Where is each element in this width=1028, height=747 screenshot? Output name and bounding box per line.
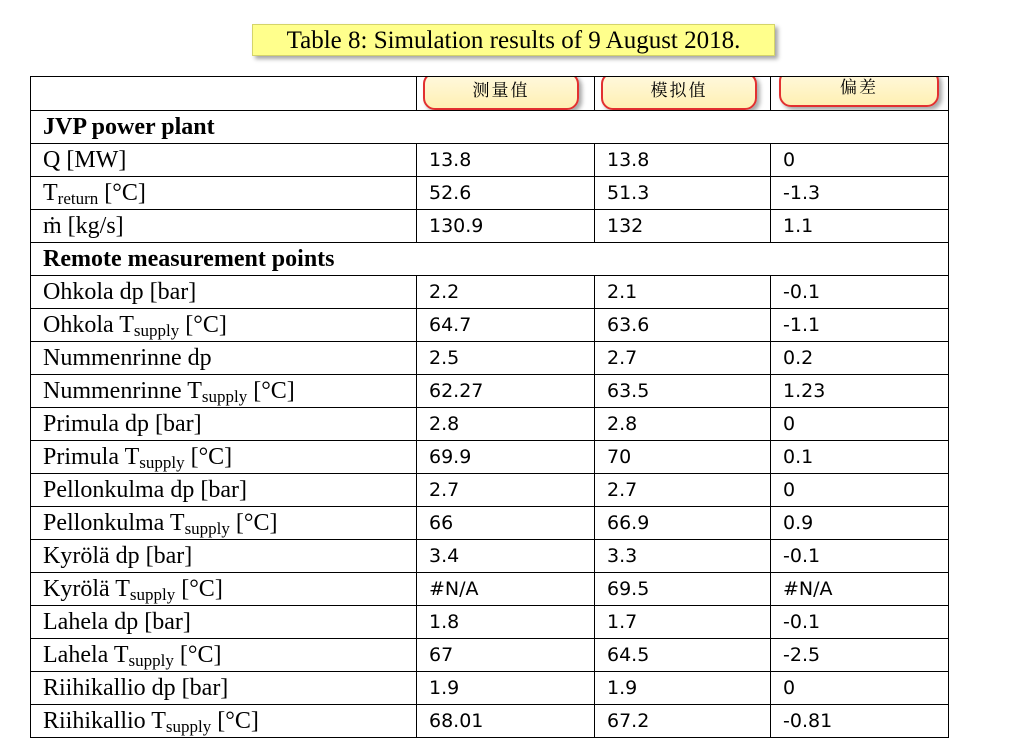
deviation-value: 0 [771, 474, 949, 507]
table-row [31, 408, 949, 441]
section-row-jvp [31, 111, 949, 144]
measured-value: 1.9 [417, 672, 595, 705]
deviation-value: 0 [771, 408, 949, 441]
simulated-value: 2.1 [595, 276, 771, 309]
deviation-value: -0.1 [771, 606, 949, 639]
measured-value: 66 [417, 507, 595, 540]
measured-value: 13.8 [417, 144, 595, 177]
deviation-value: -1.3 [771, 177, 949, 210]
table-row [31, 276, 949, 309]
measured-value: 2.8 [417, 408, 595, 441]
deviation-value: 0 [771, 144, 949, 177]
row-label [31, 507, 417, 540]
table-row [31, 606, 949, 639]
row-label [31, 639, 417, 672]
table-row [31, 375, 949, 408]
row-label: ṁ [kg/s] [31, 210, 417, 243]
row-label: Riihikallio dp [bar] [31, 672, 417, 705]
label-subscript: supply [165, 716, 212, 736]
simulated-value: 3.3 [595, 540, 771, 573]
table-row [31, 342, 949, 375]
table-row [31, 441, 949, 474]
deviation-value: -1.1 [771, 309, 949, 342]
label-subscript: return [57, 188, 99, 208]
label-main: Pellonkulma T [43, 509, 185, 536]
label-subscript: supply [139, 452, 185, 472]
label-main: T [43, 179, 58, 206]
label-subscript: supply [128, 650, 174, 670]
row-label: Ohkola dp [bar] [31, 276, 417, 309]
deviation-value: -0.1 [771, 276, 949, 309]
label-main: Lahela T [43, 641, 129, 668]
section-row-remote [31, 243, 949, 276]
measured-value: 1.8 [417, 606, 595, 639]
label-unit: [°C] [184, 443, 233, 470]
label-subscript: supply [184, 518, 230, 538]
deviation-value: 0.9 [771, 507, 949, 540]
row-label: Lahela dp [bar] [31, 606, 417, 639]
table-row [31, 540, 949, 573]
row-label [31, 441, 417, 474]
measured-value: 2.5 [417, 342, 595, 375]
deviation-header: 偏差 [779, 77, 939, 108]
label-unit: [°C] [98, 179, 146, 206]
measured-value: 130.9 [417, 210, 595, 243]
simulated-value: 63.6 [595, 309, 771, 342]
row-label [31, 309, 417, 342]
simulated-value: 51.3 [595, 177, 771, 210]
row-label: Q [MW] [31, 144, 417, 177]
simulated-value: 63.5 [595, 375, 771, 408]
row-label: Pellonkulma dp [bar] [31, 474, 417, 507]
simulated-value: 13.8 [595, 144, 771, 177]
label-subscript: supply [129, 584, 176, 604]
simulated-value: 2.7 [595, 474, 771, 507]
simulated-value: 64.5 [595, 639, 771, 672]
table-row [31, 672, 949, 705]
simulated-value: 69.5 [595, 573, 771, 606]
measured-value: 62.27 [417, 375, 595, 408]
simulated-value: 66.9 [595, 507, 771, 540]
section-title-jvp: JVP power plant [31, 111, 949, 144]
measured-value: 2.2 [417, 276, 595, 309]
label-unit: [°C] [173, 641, 222, 668]
measured-value: 67 [417, 639, 595, 672]
label-unit: [°C] [179, 311, 227, 338]
simulated-value: 132 [595, 210, 771, 243]
row-label [31, 177, 417, 210]
simulated-value: 2.8 [595, 408, 771, 441]
row-label [31, 375, 417, 408]
row-label: Kyrölä dp [bar] [31, 540, 417, 573]
table-row [31, 507, 949, 540]
row-label: Nummenrinne dp [31, 342, 417, 375]
row-label [31, 573, 417, 606]
simulated-value: 2.7 [595, 342, 771, 375]
table-row [31, 573, 949, 606]
label-main: Primula T [43, 443, 140, 470]
table-row [31, 474, 949, 507]
measured-value: 68.01 [417, 705, 595, 738]
label-main: Nummenrinne T [43, 377, 202, 404]
simulated-value: 1.9 [595, 672, 771, 705]
label-unit: [°C] [247, 377, 295, 404]
measured-value: 69.9 [417, 441, 595, 474]
row-label [31, 705, 417, 738]
deviation-value: 1.1 [771, 210, 949, 243]
header-cell-deviation [771, 77, 949, 111]
label-main: Riihikallio T [43, 707, 166, 734]
table-row [31, 177, 949, 210]
simulated-value: 1.7 [595, 606, 771, 639]
table-row [31, 705, 949, 738]
deviation-value: 0.2 [771, 342, 949, 375]
section-title-remote: Remote measurement points [31, 243, 949, 276]
label-unit: [°C] [211, 707, 259, 734]
measured-value: 2.7 [417, 474, 595, 507]
label-unit: [°C] [229, 509, 278, 536]
table-row [31, 309, 949, 342]
deviation-value: -2.5 [771, 639, 949, 672]
measured-value: 52.6 [417, 177, 595, 210]
simulated-value: 70 [595, 441, 771, 474]
deviation-value: -0.1 [771, 540, 949, 573]
label-subscript: supply [133, 320, 180, 340]
simulated-value: 67.2 [595, 705, 771, 738]
table-row [31, 144, 949, 177]
deviation-value: -0.81 [771, 705, 949, 738]
label-main: Ohkola T [43, 311, 134, 338]
header-row [31, 77, 949, 111]
simulated-header: 模拟值 [601, 77, 757, 111]
measured-value: 64.7 [417, 309, 595, 342]
label-main: Kyrölä T [43, 575, 130, 602]
deviation-value: 0.1 [771, 441, 949, 474]
table-row [31, 210, 949, 243]
deviation-value: 0 [771, 672, 949, 705]
deviation-value: 1.23 [771, 375, 949, 408]
measured-value: #N/A [417, 573, 595, 606]
measured-header: 测量值 [423, 77, 579, 111]
label-unit: [°C] [175, 575, 223, 602]
row-label: Primula dp [bar] [31, 408, 417, 441]
measured-value: 3.4 [417, 540, 595, 573]
table-caption: Table 8: Simulation results of 9 August 2018. [252, 24, 775, 56]
results-table [30, 76, 949, 738]
table-row [31, 639, 949, 672]
header-cell-simulated [595, 77, 771, 111]
deviation-value: #N/A [771, 573, 949, 606]
label-subscript: supply [201, 386, 248, 406]
header-cell-measured [417, 77, 595, 111]
header-empty-cell [31, 77, 417, 111]
